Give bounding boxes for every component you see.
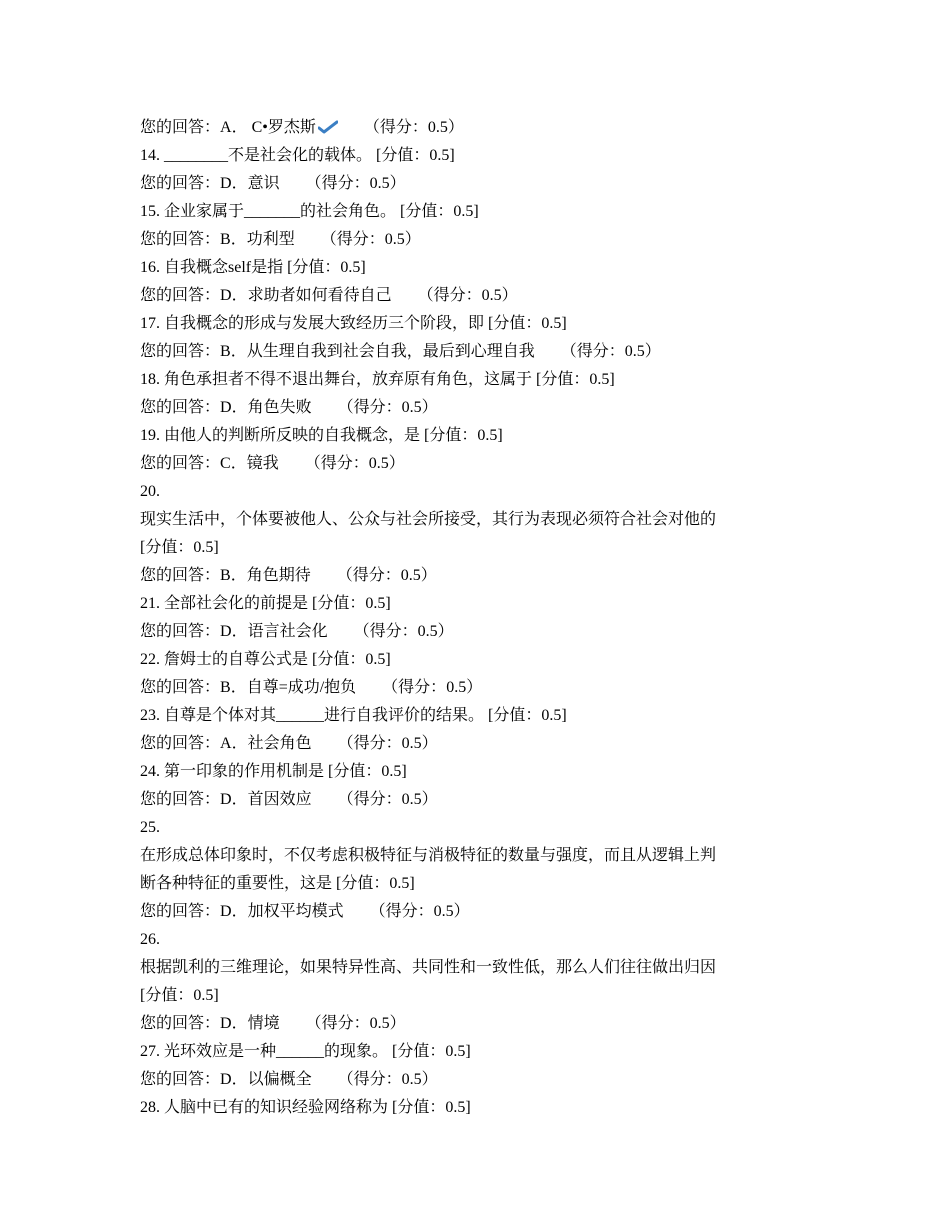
answer-choice: D．首因效应	[220, 791, 312, 808]
answer-prefix: 您的回答：	[140, 343, 221, 360]
answer-choice: B．角色期待	[220, 567, 311, 584]
question-text-line: 15. 企业家属于_______的社会角色。 [分值：0.5]	[140, 203, 479, 220]
answer-prefix: 您的回答：	[140, 791, 221, 808]
question-text-line: 25.	[140, 819, 160, 836]
answer-prefix: 您的回答：	[140, 1015, 221, 1032]
answer-prefix: 您的回答：	[140, 735, 221, 752]
answer-line	[140, 170, 840, 198]
question-text-line: 14. ________不是社会化的载体。 [分值：0.5]	[140, 147, 455, 164]
score-prefix: （得分：	[337, 735, 402, 752]
answer-choice: D．情境	[220, 1015, 280, 1032]
answer-line	[140, 450, 840, 478]
answer-line	[140, 674, 840, 702]
score-prefix: （得分：	[363, 119, 428, 136]
score-value: 0.5	[368, 455, 389, 472]
question-list	[140, 142, 840, 1122]
answer-prefix: 您的回答：	[140, 903, 221, 920]
question-text-line: 22. 詹姆士的自尊公式是 [分值：0.5]	[140, 651, 391, 668]
score-value: 0.5	[446, 679, 467, 696]
answer-prefix: 您的回答：	[140, 679, 221, 696]
answer-line	[140, 1010, 840, 1038]
score-suffix: ）	[420, 567, 437, 584]
score-value: 0.5	[427, 119, 448, 136]
answer-line	[140, 394, 840, 422]
answer-line-13	[140, 114, 840, 142]
question-text-line: [分值：0.5]	[140, 539, 219, 556]
question-text-line: 16. 自我概念self是指 [分值：0.5]	[140, 259, 366, 276]
answer-line	[140, 618, 840, 646]
answer-prefix: 您的回答：	[140, 175, 221, 192]
score-prefix: （得分：	[337, 399, 402, 416]
score-prefix: （得分：	[369, 903, 434, 920]
answer-line	[140, 786, 840, 814]
answer-choice: D．以偏概全	[220, 1071, 312, 1088]
score-prefix: （得分：	[336, 567, 401, 584]
answer-prefix: 您的回答：	[140, 399, 221, 416]
question-text-line: 27. 光环效应是一种______的现象。 [分值：0.5]	[140, 1043, 471, 1060]
score-value: 0.5	[481, 287, 502, 304]
answer-line	[140, 562, 840, 590]
score-value: 0.5	[417, 623, 438, 640]
score-suffix: ）	[421, 735, 438, 752]
answer-choice: D．加权平均模式	[220, 903, 344, 920]
score-value: 0.5	[384, 231, 405, 248]
score-suffix: ）	[453, 903, 470, 920]
answer-line	[140, 226, 840, 254]
question-text-line: 19. 由他人的判断所反映的自我概念，是 [分值：0.5]	[140, 427, 503, 444]
answer-prefix: 您的回答：	[140, 623, 221, 640]
score-suffix: ）	[501, 287, 518, 304]
score-suffix: ）	[421, 791, 438, 808]
check-mark-icon	[318, 116, 338, 144]
score-suffix: ）	[389, 1015, 406, 1032]
question-text-line: 28. 人脑中已有的知识经验网络称为 [分值：0.5]	[140, 1099, 471, 1116]
question-text-line: 在形成总体印象时，不仅考虑积极特征与消极特征的数量与强度，而且从逻辑上判	[140, 847, 717, 864]
score-value: 0.5	[369, 175, 390, 192]
question-text-line: 20.	[140, 483, 160, 500]
score-suffix: ）	[644, 343, 661, 360]
score-suffix: ）	[388, 455, 405, 472]
score-suffix: ）	[421, 1071, 438, 1088]
score-value: 0.5	[369, 1015, 390, 1032]
answer-line	[140, 1066, 840, 1094]
answer-prefix: 您的回答：	[140, 567, 221, 584]
score-prefix: （得分：	[305, 175, 370, 192]
answer-line	[140, 898, 840, 926]
answer-prefix: 您的回答：	[140, 287, 221, 304]
score-prefix: （得分：	[305, 1015, 370, 1032]
answer-line	[140, 338, 840, 366]
answer-choice: B．自尊=成功/抱负	[220, 679, 357, 696]
question-text-line: 断各种特征的重要性，这是 [分值：0.5]	[140, 875, 415, 892]
answer-prefix: 您的回答：	[140, 1071, 221, 1088]
question-text-line: 26.	[140, 931, 160, 948]
answer-choice: B．从生理自我到社会自我，最后到心理自我	[220, 343, 535, 360]
score-prefix: （得分：	[304, 455, 369, 472]
score-suffix: ）	[389, 175, 406, 192]
score-suffix: ）	[421, 399, 438, 416]
score-prefix: （得分：	[560, 343, 625, 360]
score-suffix: ）	[437, 623, 454, 640]
answer-choice: B．功利型	[220, 231, 295, 248]
score-prefix: （得分：	[320, 231, 385, 248]
answer-choice: D．角色失败	[220, 399, 312, 416]
answer-line	[140, 730, 840, 758]
score-suffix: ）	[404, 231, 421, 248]
question-text-line: 现实生活中，个体要被他人、公众与社会所接受，其行为表现必须符合社会对他的	[140, 511, 717, 528]
score-prefix: （得分：	[337, 791, 402, 808]
question-text-line: [分值：0.5]	[140, 987, 219, 1004]
answer-prefix: 您的回答：	[140, 231, 221, 248]
score-prefix: （得分：	[382, 679, 447, 696]
answer-prefix: 您的回答：	[140, 119, 221, 136]
answer-choice: D．语言社会化	[220, 623, 328, 640]
score-value: 0.5	[401, 735, 422, 752]
score-value: 0.5	[401, 399, 422, 416]
score-value: 0.5	[433, 903, 454, 920]
answer-choice: C．镜我	[220, 455, 279, 472]
answer-choice: A．社会角色	[220, 735, 312, 752]
score-value: 0.5	[401, 791, 422, 808]
score-value: 0.5	[400, 567, 421, 584]
question-text-line: 17. 自我概念的形成与发展大致经历三个阶段，即 [分值：0.5]	[140, 315, 567, 332]
score-prefix: （得分：	[417, 287, 482, 304]
answer-line	[140, 282, 840, 310]
score-value: 0.5	[401, 1071, 422, 1088]
question-text-line: 24. 第一印象的作用机制是 [分值：0.5]	[140, 763, 407, 780]
answer-choice: D．意识	[220, 175, 280, 192]
score-suffix: ）	[447, 119, 464, 136]
question-text-line: 根据凯利的三维理论，如果特异性高、共同性和一致性低，那么人们往往做出归因	[140, 959, 717, 976]
document-body	[140, 114, 840, 1122]
question-text-line: 23. 自尊是个体对其______进行自我评价的结果。 [分值：0.5]	[140, 707, 567, 724]
score-prefix: （得分：	[337, 1071, 402, 1088]
answer-choice: D．求助者如何看待自己	[220, 287, 392, 304]
score-suffix: ）	[466, 679, 483, 696]
question-text-line: 18. 角色承担者不得不退出舞台，放弃原有角色，这属于 [分值：0.5]	[140, 371, 615, 388]
score-prefix: （得分：	[353, 623, 418, 640]
answer-choice: A． C•罗杰斯	[220, 119, 316, 136]
answer-prefix: 您的回答：	[140, 455, 221, 472]
score-value: 0.5	[624, 343, 645, 360]
question-text-line: 21. 全部社会化的前提是 [分值：0.5]	[140, 595, 391, 612]
